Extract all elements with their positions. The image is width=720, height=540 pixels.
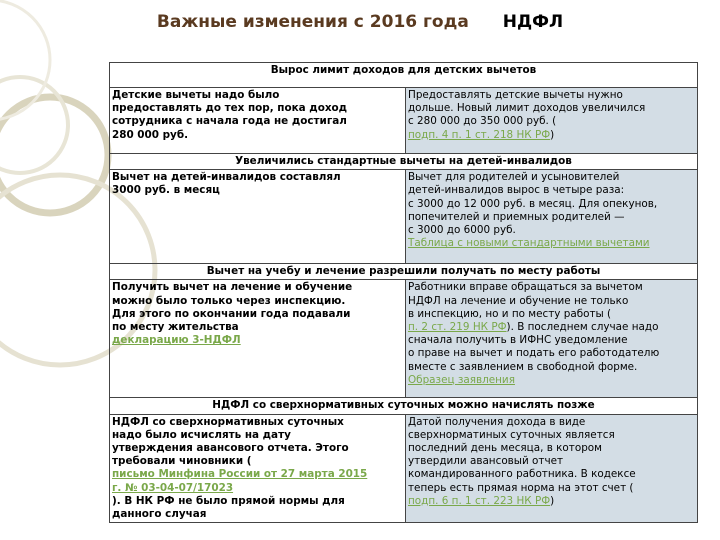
text-line xyxy=(408,482,695,495)
text-line xyxy=(112,416,403,429)
text-line xyxy=(112,495,403,508)
text-line xyxy=(112,442,403,455)
line-text: НДФЛ со сверхнормативных суточных xyxy=(112,415,344,428)
section-header-row xyxy=(110,154,698,170)
text-line xyxy=(408,184,695,197)
reference-link[interactable]: декларацию 3-НДФЛ xyxy=(112,334,241,347)
text-line xyxy=(112,468,403,481)
section-header-row xyxy=(110,63,698,88)
text-line xyxy=(408,334,695,347)
text-line xyxy=(408,129,695,142)
reference-link[interactable]: подп. 4 п. 1 ст. 218 НК РФ xyxy=(408,128,551,141)
text-line xyxy=(408,308,695,321)
text-line xyxy=(408,374,695,387)
line-text: Работники вправе обращаться за вычетом xyxy=(408,281,643,294)
previous-rule-cell xyxy=(110,88,406,154)
line-text: о праве на вычет и подать его работодателю xyxy=(408,347,660,360)
text-line xyxy=(408,211,695,224)
reference-link[interactable]: подп. 6 п. 1 ст. 223 НК РФ xyxy=(408,494,551,507)
new-rule-cell xyxy=(406,414,698,523)
line-suffix: ) xyxy=(550,128,555,141)
new-rule-cell xyxy=(406,170,698,264)
line-text: надо было исчислять на дату xyxy=(112,428,291,441)
section-content-row xyxy=(110,414,698,523)
text-line xyxy=(408,89,695,102)
section-content-row xyxy=(110,170,698,264)
section-content-row xyxy=(110,280,698,398)
line-text: в инспекцию, но и по месту работы ( xyxy=(408,307,612,320)
text-line xyxy=(112,508,403,521)
text-line xyxy=(408,429,695,442)
line-text: Вычет для родителей и усыновителей xyxy=(408,171,620,184)
page-title xyxy=(0,12,720,32)
section-heading: НДФЛ со сверхнормативных суточных можно начислять позже xyxy=(110,398,698,414)
line-text: сверхнорматиных суточных является xyxy=(408,428,615,441)
previous-rule-cell xyxy=(110,170,406,264)
line-text: последний день месяца, в котором xyxy=(408,442,602,455)
new-rule-cell xyxy=(406,88,698,154)
reference-link[interactable]: г. № 03-04-07/17023 xyxy=(112,481,234,494)
title-tax: НДФЛ xyxy=(502,12,564,32)
section-header-row xyxy=(110,398,698,414)
reference-link[interactable]: п. 2 ст. 219 НК РФ xyxy=(408,321,507,334)
text-line xyxy=(112,102,403,115)
text-line xyxy=(408,416,695,429)
line-text: можно было только через инспекцию. xyxy=(112,294,346,307)
reference-link[interactable]: письмо Минфина России от 27 марта 2015 xyxy=(112,468,368,481)
text-line xyxy=(408,442,695,455)
line-text: Для этого по окончании года подавали xyxy=(112,307,351,320)
text-line xyxy=(112,295,403,308)
title-main: Важные изменения с 2016 года xyxy=(156,12,469,32)
text-line xyxy=(408,468,695,481)
text-line xyxy=(112,129,403,142)
line-text: Датой получения дохода в виде xyxy=(408,415,586,428)
line-text: утверждения авансового отчета. Этого xyxy=(112,442,349,455)
line-text: сотрудника с начала года не достигал xyxy=(112,115,347,128)
text-line xyxy=(112,482,403,495)
text-line xyxy=(112,115,403,128)
line-text: дольше. Новый лимит доходов увеличился xyxy=(408,102,646,115)
line-suffix: ) xyxy=(550,494,555,507)
text-line xyxy=(408,281,695,294)
text-line xyxy=(408,495,695,508)
section-content-row xyxy=(110,88,698,154)
previous-rule-cell xyxy=(110,414,406,523)
line-text: предоставлять до тех пор, пока доход xyxy=(112,102,348,115)
text-line xyxy=(408,455,695,468)
text-line xyxy=(112,281,403,294)
section-header-row xyxy=(110,264,698,280)
line-text: теперь есть прямая норма на этот счет ( xyxy=(408,481,634,494)
line-text: Получить вычет на лечение и обучение xyxy=(112,281,353,294)
previous-rule-cell xyxy=(110,280,406,398)
text-line xyxy=(408,171,695,184)
line-text: данного случая xyxy=(112,508,207,521)
text-line xyxy=(112,455,403,468)
line-text: утвердили авансовый отчет xyxy=(408,455,564,468)
line-text: Детские вычеты надо было xyxy=(112,89,280,101)
reference-link[interactable]: Образец заявления xyxy=(408,373,515,386)
text-line xyxy=(408,321,695,334)
line-text: 280 000 руб. xyxy=(112,128,189,141)
line-text: НДФЛ на лечение и обучение не только xyxy=(408,294,629,307)
text-line xyxy=(408,295,695,308)
text-line xyxy=(112,321,403,334)
line-text: Вычет на детей-инвалидов составлял xyxy=(112,171,341,184)
line-text: командированного работника. В кодексе xyxy=(408,468,636,481)
line-text: 3000 руб. в месяц xyxy=(112,184,220,197)
text-line xyxy=(408,224,695,237)
section-heading: Вычет на учебу и лечение разрешили получать по месту работы xyxy=(110,264,698,280)
section-heading: Вырос лимит доходов для детских вычетов xyxy=(110,63,698,88)
section-heading: Увеличились стандартные вычеты на детей-инвалидов xyxy=(110,154,698,170)
text-line xyxy=(408,102,695,115)
line-text: ). В НК РФ не было прямой нормы для xyxy=(112,494,345,507)
text-line xyxy=(112,184,403,197)
text-line xyxy=(112,171,403,184)
new-rule-cell xyxy=(406,280,698,398)
text-line xyxy=(112,308,403,321)
text-line xyxy=(112,334,403,347)
line-suffix: ). В последнем случае надо xyxy=(506,321,659,334)
line-text: вместе с заявлением в свободной форме. xyxy=(408,360,638,373)
reference-link[interactable]: Таблица с новыми стандартными вычетами xyxy=(408,237,650,250)
text-line xyxy=(408,361,695,374)
line-text: попечителей и приемных родителей — xyxy=(408,210,625,223)
line-text: детей-инвалидов вырос в четыре раза: xyxy=(408,184,625,197)
line-text: сначала получить в ИФНС уведомление xyxy=(408,334,628,347)
line-text: с 280 000 до 350 000 руб. ( xyxy=(408,115,557,128)
text-line xyxy=(408,347,695,360)
text-line xyxy=(408,198,695,211)
line-text: с 3000 до 6000 руб. xyxy=(408,224,516,237)
text-line xyxy=(112,429,403,442)
line-text: требовали чиновники ( xyxy=(112,455,252,468)
text-line xyxy=(408,115,695,128)
changes-table xyxy=(109,62,698,523)
text-line xyxy=(408,237,695,250)
line-text: по месту жительства xyxy=(112,321,239,334)
text-line xyxy=(112,89,403,102)
line-text: с 3000 до 12 000 руб. в месяц. Для опекунов, xyxy=(408,197,658,210)
line-text: Предоставлять детские вычеты нужно xyxy=(408,89,623,101)
